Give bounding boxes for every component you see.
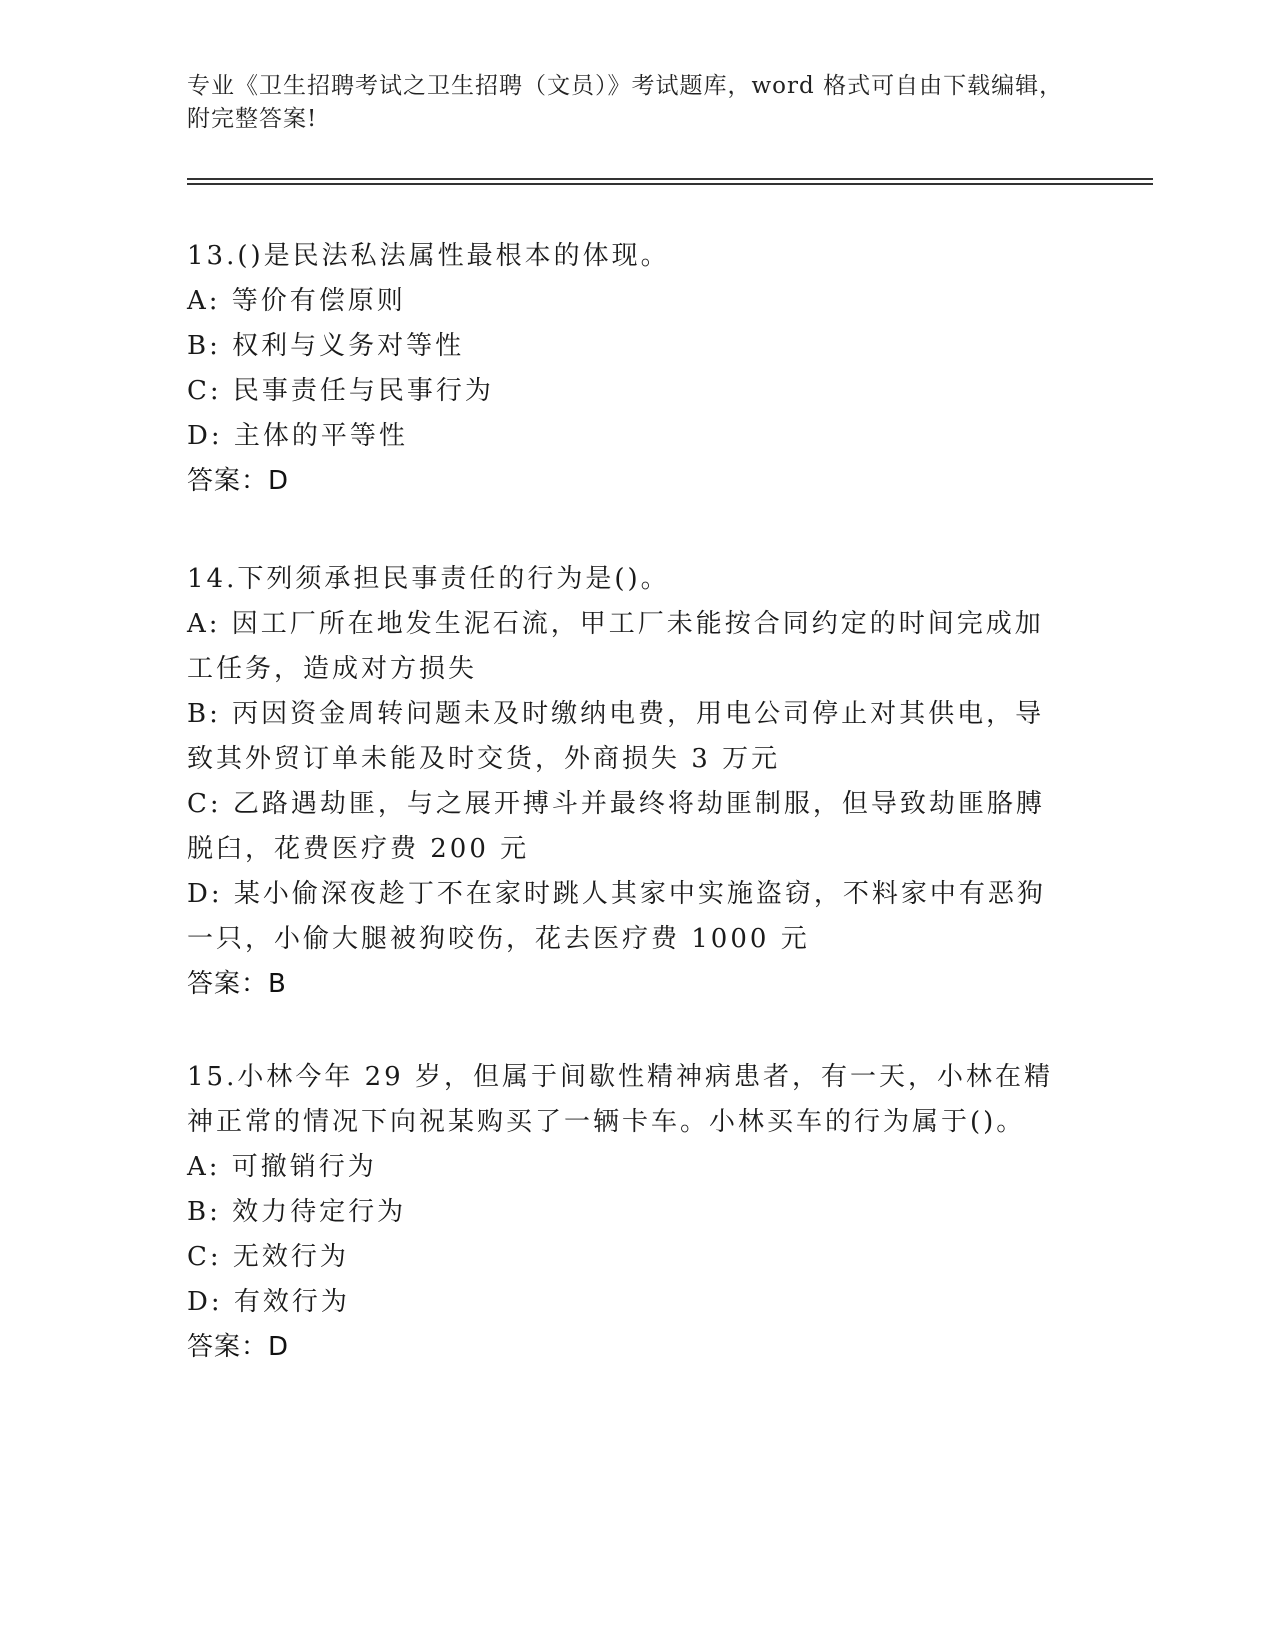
option-a: A: 可撤销行为 (187, 1152, 377, 1182)
answer-label: 答案：B (187, 969, 287, 999)
option-b: B: 丙因资金周转问题未及时缴纳电费，用电公司停止对其供电，导致其外贸订单未能及时交货，外商损失 3 万元 (187, 699, 1045, 774)
header-text: 专业《卫生招聘考试之卫生招聘（文员）》考试题库，word 格式可自由下载编辑，附完整答案! (187, 73, 1064, 132)
option-b: B: 权利与义务对等性 (187, 331, 465, 361)
question-stem: 15.小林今年 29 岁，但属于间歇性精神病患者，有一天，小林在精神正常的情况下向祝某购买了一辆卡车。小林买车的行为属于()。 (187, 1062, 1053, 1137)
option-d: D: 有效行为 (187, 1287, 350, 1317)
question-15 (187, 1055, 1067, 1370)
document-header (187, 70, 1067, 136)
header-divider-top (187, 178, 1153, 180)
option-a: A: 等价有偿原则 (187, 286, 406, 316)
option-c: C: 民事责任与民事行为 (187, 376, 494, 406)
option-d: D: 主体的平等性 (187, 421, 408, 451)
option-c: C: 乙路遇劫匪，与之展开搏斗并最终将劫匪制服，但导致劫匪胳膊脱臼，花费医疗费 200 元 (187, 789, 1045, 864)
option-a: A: 因工厂所在地发生泥石流，甲工厂未能按合同约定的时间完成加工任务，造成对方损失 (187, 609, 1044, 684)
question-stem: 14.下列须承担民事责任的行为是()。 (187, 564, 670, 594)
option-d: D: 某小偷深夜趁丁不在家时跳人其家中实施盗窃，不料家中有恶狗一只，小偷大腿被狗咬伤，花去医疗费 1000 元 (187, 879, 1046, 954)
option-c: C: 无效行为 (187, 1242, 349, 1272)
question-stem: 13.()是民法私法属性最根本的体现。 (187, 241, 670, 271)
answer-label: 答案：D (187, 1332, 290, 1362)
answer-label: 答案：D (187, 466, 290, 496)
option-b: B: 效力待定行为 (187, 1197, 407, 1227)
header-divider-bottom (187, 183, 1153, 185)
question-13 (187, 234, 1067, 504)
question-14 (187, 557, 1067, 1007)
